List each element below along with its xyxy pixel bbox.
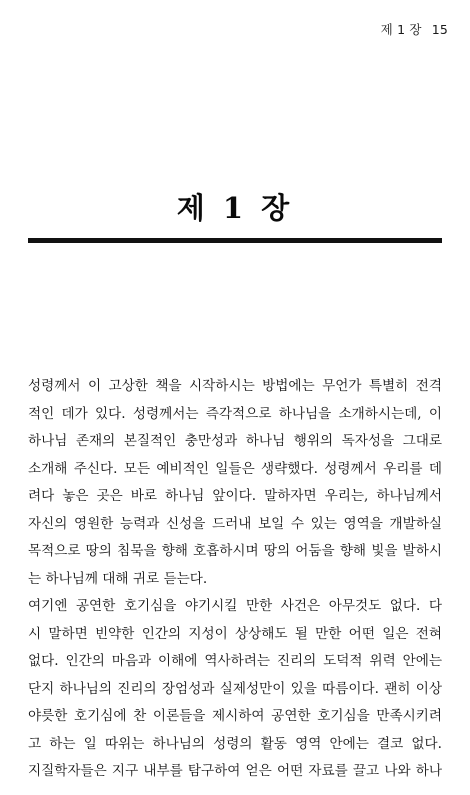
text-line: 자신의 영원한 능력과 신성을 드러내 보일 수 있는 영역을 개발하실 <box>28 515 442 532</box>
text-line: 소개해 주신다. 모든 예비적인 일들은 생략했다. 성령께서 우리를 데 <box>28 460 442 477</box>
text-line: 하나님 존재의 본질적인 충만성과 하나님 행위의 독자성을 그대로 <box>28 433 442 449</box>
text-line: 성령께서 이 고상한 책을 시작하시는 방법에는 무언가 특별히 전격 <box>28 378 442 394</box>
text-line: 야릇한 호기심에 찬 이론들을 제시하여 공연한 호기심을 만족시키려 <box>28 708 442 724</box>
text-line: 단지 하나님의 진리의 장엄성과 실제성만이 있을 따름이다. 괜히 이상 <box>28 680 442 697</box>
text-line: 고 하는 일 따위는 하나님의 성령의 활동 영역 안에는 결코 없다. <box>28 735 442 752</box>
running-header <box>381 20 448 38</box>
body-text <box>28 373 442 786</box>
text-line: 목적으로 땅의 침묵을 향해 호흡하시며 땅의 어둠을 향해 빛을 발하시 <box>28 543 442 559</box>
text-line: 려다 놓은 곳은 바로 하나님 앞이다. 말하자면 우리는, 하나님께서 <box>28 488 442 504</box>
text-line: 적인 데가 있다. 성령께서는 즉각적으로 하나님을 소개하시는데, 이 <box>28 405 442 422</box>
running-header-chapter: 제 1 장 <box>380 22 422 37</box>
text-line: 지질학자들은 지구 내부를 탐구하여 얻은 어떤 자료를 끌고 나와 하나 <box>28 763 442 779</box>
text-line: 시 말하면 빈약한 인간의 지성이 상상해도 될 만한 어떤 일은 전혀 <box>28 625 442 642</box>
text-line: 여기엔 공연한 호기심을 야기시킬 만한 사건은 아무것도 없다. 다 <box>28 598 442 614</box>
text-line: 는 하나님께 대해 귀로 듣는다. <box>28 570 208 587</box>
chapter-title-rule <box>28 238 442 243</box>
text-line: 없다. 인간의 마음과 이해에 역사하려는 진리의 도덕적 위력 안에는 <box>28 653 442 669</box>
chapter-title: 제 1 장 <box>176 191 294 225</box>
page-number: 15 <box>431 22 448 37</box>
